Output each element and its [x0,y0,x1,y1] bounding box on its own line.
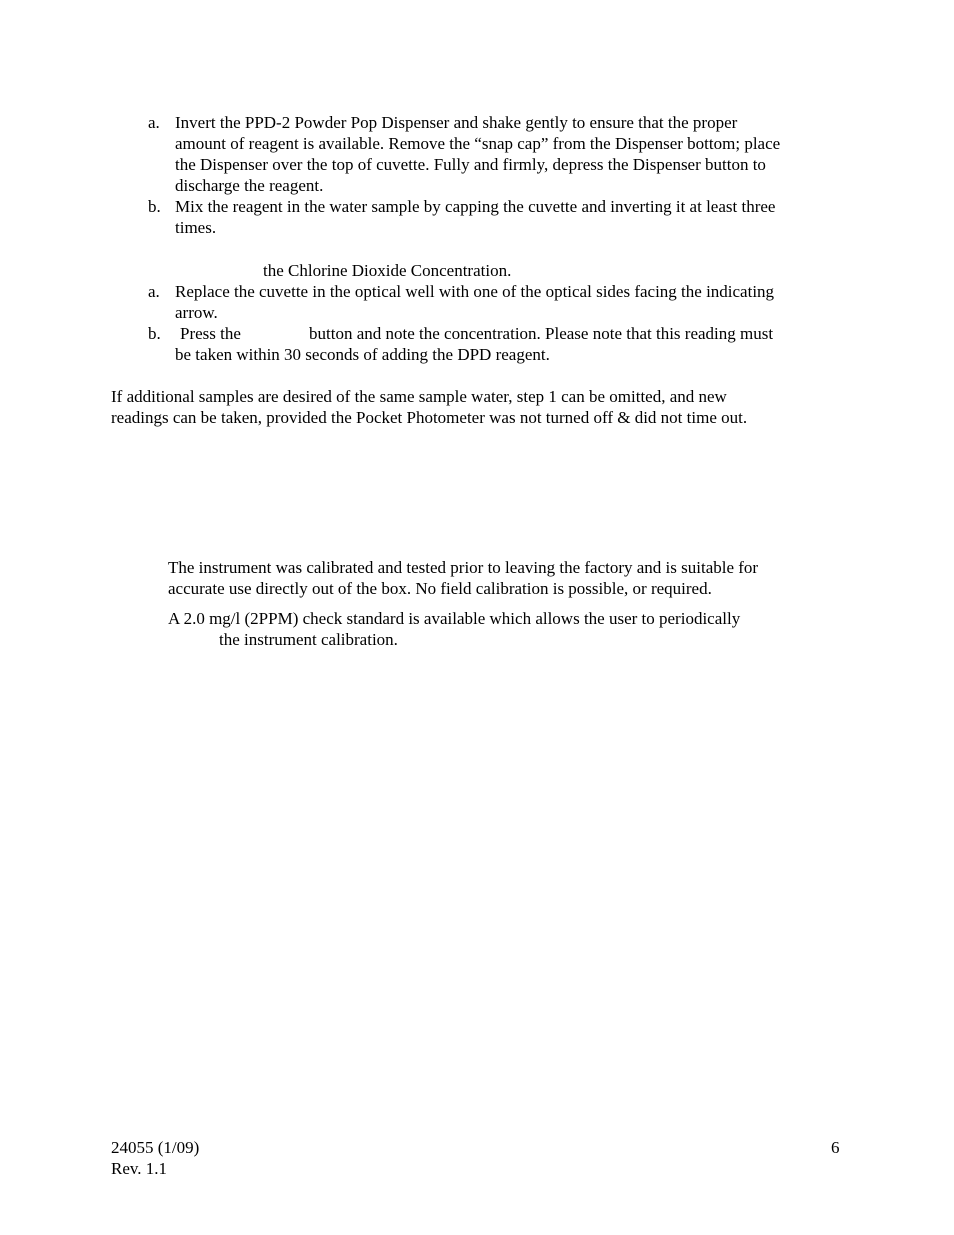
press-the-text: Press the [180,324,241,343]
list-marker: b. [148,197,161,216]
list-marker: a. [148,113,160,132]
text-line: readings can be taken, provided the Pocket Photometer was not turned off & did not time out. [111,408,748,427]
footer-doc-number: 24055 (1/09) [111,1138,200,1157]
step-invert-dispenser [148,112,848,196]
text-line: A 2.0 mg/l (2PPM) check standard is available which allows the user to periodically [168,609,741,628]
footer-revision: Rev. 1.1 [111,1159,168,1178]
list-item-text [175,196,848,238]
button-note-text: button and note the concentration. Please note that this reading must [309,324,774,343]
text-line: amount of reagent is available. Remove the “snap cap” from the Dispenser bottom; place [175,134,781,153]
text-line: Invert the PPD-2 Powder Pop Dispenser and shake gently to ensure that the proper [175,113,738,132]
step-heading: the Chlorine Dioxide Concentration. [263,261,512,280]
list-item-text [175,281,848,323]
text-line: arrow. [175,303,218,322]
footer-page-number: 6 [831,1138,840,1157]
text-line: The instrument was calibrated and tested prior to leaving the factory and is suitable for [168,558,759,577]
list-marker: b. [148,324,161,343]
text-line: discharge the reagent. [175,176,324,195]
text-line: times. [175,218,217,237]
calibration-paragraph [168,557,848,599]
text-line: the Dispenser over the top of cuvette. Fully and firmly, depress the Dispenser button to [175,155,766,174]
additional-samples-paragraph [111,386,851,428]
text-line: be taken within 30 seconds of adding the DPD reagent. [175,345,550,364]
text-line [175,323,848,344]
step-replace-cuvette [148,281,848,323]
list-item-text [175,323,848,365]
step-press-button [148,323,848,365]
text-line: the instrument calibration. [219,630,398,649]
text-line: Replace the cuvette in the optical well with one of the optical sides facing the indicating [175,282,775,301]
text-line: accurate use directly out of the box. No field calibration is possible, or required. [168,579,712,598]
step-mix-reagent [148,196,848,238]
list-item-text [175,112,848,196]
text-line: Mix the reagent in the water sample by capping the cuvette and inverting it at least three [175,197,776,216]
check-standard-paragraph [168,608,848,650]
list-marker: a. [148,282,160,301]
text-line: If additional samples are desired of the same sample water, step 1 can be omitted, and new [111,387,727,406]
